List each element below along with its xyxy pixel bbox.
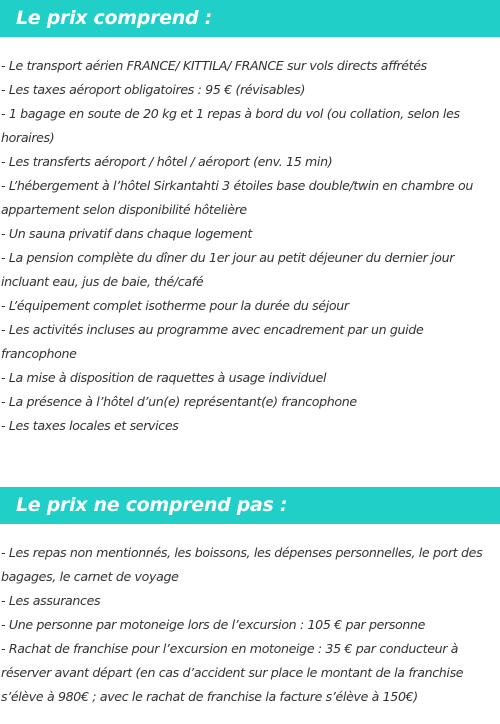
list-item: - Les taxes aéroport obligatoires : 95 € (révisables) [1, 82, 306, 97]
excluded-list [0, 541, 500, 709]
excluded-section-title: Le prix ne comprend pas : [0, 487, 500, 524]
list-item: - La pension complète du dîner du 1er jour au petit déjeuner du dernier jour incluant eau, jus de baie, thé/café [1, 250, 455, 289]
list-item: - Rachat de franchise pour l’excursion en motoneige : 35 € par conducteur à réserver avant départ (en cas d’accident sur place le montant de la franchise s’élève à 980€ ; avec le rachat de franchise la facture s’élève à 150€) [1, 641, 464, 704]
included-list [0, 54, 500, 438]
list-item: - Les repas non mentionnés, les boissons, les dépenses personnelles, le port des bagages, le carnet de voyage [1, 545, 483, 584]
list-item: - L’hébergement à l’hôtel Sirkantahti 3 étoiles base double/twin en chambre ou appartement selon disponibilité hôtelière [1, 178, 474, 217]
list-item: - L’équipement complet isotherme pour la durée du séjour [1, 298, 349, 313]
list-item: - Les taxes locales et services [1, 418, 179, 433]
list-item: - Le transport aérien FRANCE/ KITTILA/ FRANCE sur vols directs affrétés [1, 58, 427, 73]
list-item: - 1 bagage en soute de 20 kg et 1 repas à bord du vol (ou collation, selon les horaires) [1, 106, 460, 145]
list-item: - Un sauna privatif dans chaque logement [1, 226, 252, 241]
list-item: - Les transferts aéroport / hôtel / aéroport (env. 15 min) [1, 154, 333, 169]
list-item: - Les activités incluses au programme avec encadrement par un guide francophone [1, 322, 424, 361]
included-section-title: Le prix comprend : [0, 0, 500, 37]
list-item: - La mise à disposition de raquettes à usage individuel [1, 370, 327, 385]
list-item: - Une personne par motoneige lors de l’excursion : 105 € par personne [1, 617, 426, 632]
list-item: - La présence à l’hôtel d’un(e) représentant(e) francophone [1, 394, 357, 409]
list-item: - Les assurances [1, 593, 101, 608]
